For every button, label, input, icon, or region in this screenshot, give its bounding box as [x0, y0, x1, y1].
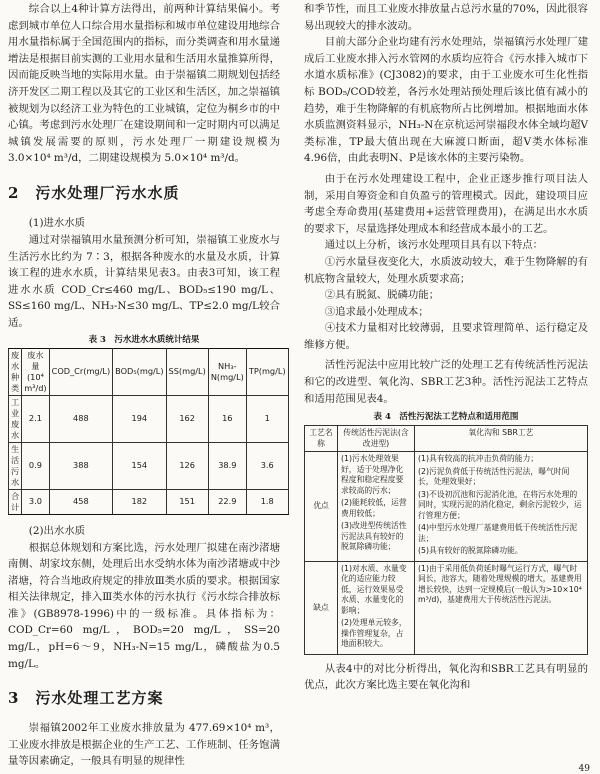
right-column: [304, 0, 588, 694]
subsection-inflow-title: (1)进水水质: [28, 216, 86, 229]
feature-item: ④技术力量相对比较薄弱，且要求管理简单、运行稳定及维修方便。: [304, 322, 588, 351]
table-cell: [415, 452, 588, 562]
list-item: (1)对水质、水量变化的适应能力较低，运行效果易受水质、水量变化的影响；: [341, 563, 407, 615]
table-3-header: NH₃-N(mg/L): [208, 348, 246, 395]
table-cell: 154: [113, 442, 166, 489]
table-cell: 16: [208, 395, 246, 442]
page-number: 49: [578, 764, 590, 774]
list-item: (4)中型污水处理厂基建费用低于传统活性污泥法；: [418, 523, 578, 543]
table-cell: 0.9: [22, 442, 49, 489]
section-2-title: 2 污水处理厂污水水质: [8, 183, 180, 202]
table-cell: 182: [113, 489, 166, 514]
section-3-title: 3 污水处理工艺方案: [8, 689, 164, 708]
table-4-header: 工艺名称: [305, 426, 338, 452]
continued-paragraph: 和季节性，而且工业废水排放量占总污水量的70%，因此很容易出现较大的排水波动。: [304, 3, 588, 32]
table-4-header: 传统活性污泥法(含改进型): [338, 426, 415, 452]
feature-item: ③追求最小处理成本；: [324, 305, 429, 318]
table-cell: 151: [166, 489, 208, 514]
advantages-label: 优点: [305, 452, 338, 562]
list-item: (1)污水处理效果好，适于处理净化程度和稳定程度要求较高的污水；: [341, 454, 404, 495]
table-cell: 合计: [9, 489, 22, 514]
table-row: [9, 395, 289, 442]
list-item: (3)改进型传统活性污泥法具有较好的脱氮除磷功能；: [341, 521, 407, 552]
investment-paragraph: 由于在污水处理建设工程中，企业正逐步推行项目法人制，采用自筹资金和自负盈亏的管理模式。因此，建设项目应考虑全寿命费用(基建费用+运营管理费用)，在满足出水水质的要求下，尽量选择处理成本和经营成本最小的工艺。: [304, 172, 588, 235]
process-paragraph: 崇福镇2002年工业废水排放量为 477.69×10⁴ m³，工业废水排放是根据企业的生产工艺、工作班制、任务饱满量等因素确定，一般具有明显的规律性: [8, 722, 280, 768]
table-3-header: TP(mg/L): [246, 348, 288, 395]
list-item: (2)污泥负荷低于传统活性污泥法，曝气时间长，处理效果好；: [418, 466, 570, 487]
table-3-header: 废水量(10⁴ m³/d): [22, 348, 49, 395]
pretreatment-paragraph: 目前大部分企业均建有污水处理站，崇福镇污水处理厂建成后工业废水排入污水管网的水质均应符合《污水排入城市下水道水质标准》(CJ3082)的要求，由于工业废水可生化性指标 BOD₅/COD较差，各污水处理站预处理后该比值有减小的趋势，难于生物降解的有机底物所占比例增加。根据地面水体水质监测资料显示，NH₃-N在京杭运河崇福段水体全域均超Ⅴ类标准，TP最大值出现在大麻渡口断面，超Ⅴ类水体标准 4.96倍，由此表明N、P是该水体的主要污染物。: [304, 36, 588, 165]
table-cell: 22.9: [208, 489, 246, 514]
table-row: [305, 452, 588, 562]
list-item: (1)具有较高的抗冲击负荷的能力；: [418, 454, 539, 464]
table-3: [8, 348, 289, 515]
table-cell: 3.0: [22, 489, 49, 514]
table-cell: 126: [166, 442, 208, 489]
table-cell: 工业废水: [9, 395, 22, 442]
table-cell: [338, 561, 415, 654]
subsection-outflow-title: (2)出水水质: [28, 524, 86, 537]
table-cell: 162: [166, 395, 208, 442]
feature-item: ①污水量昼夜变化大，水质波动较大，难于生物降解的有机底物含量较大，处理水质要求高；: [304, 255, 588, 285]
table-cell: 194: [113, 395, 166, 442]
table-4-header: 氧化沟和 SBR工艺: [415, 426, 588, 452]
list-item: (5)具有较好的脱氮除磷功能。: [418, 546, 523, 556]
table-row: [9, 489, 289, 514]
table-cell: 388: [49, 442, 113, 489]
intro-paragraph: 综合以上4种计算方法得出，前两种计算结果偏小。考虑到城市单位人口综合用水量指标和城市单位建设用地综合用水量指标属于全国范围内的指标，而分类调查和用水量递增法是根据目前实测的工业用水量和生活用水量推算所得，因而能反映当地的实际用水量。由于崇福镇二期规划包括经济开发区二期工程以及其它的工业区和生活区，加之崇福镇被规划为以经济工业为特色的工业城镇，定位为桐乡市的中心镇。考虑到污水处理厂在建设期间和一定时期内可以满足城镇发展需要的原则，污水处理厂一期建设规模为 3.0×10⁴ m³/d，二期建设规模为 5.0×10⁴ m³/d。: [8, 3, 280, 165]
table-4: [304, 425, 588, 655]
table-cell: 3.6: [246, 442, 288, 489]
table-cell: 1: [246, 395, 288, 442]
table-cell: [415, 561, 588, 654]
table-3-header: BOD₅(mg/L): [113, 348, 166, 395]
table-row: [305, 561, 588, 654]
table-cell: 488: [49, 395, 113, 442]
list-item: (1)由于采用低负荷延时曝气运行方式，曝气时间长，池容大，随着处理规模的增大，基建费用增长较快，达到一定规模后(一般认为>10×10⁴ m³/d)，基建费用大于传统活性污泥法。: [418, 563, 582, 605]
disadvantages-label: 缺点: [305, 561, 338, 654]
table-cell: 38.9: [208, 442, 246, 489]
table-cell: 458: [49, 489, 113, 514]
activated-sludge-paragraph: 活性污泥法中应用比较广泛的处理工艺有传统活性污泥法和它的改进型、氧化沟、SBR工艺3种。活性污泥法工艺特点和适用范围见表4。: [304, 359, 588, 405]
table-cell: [338, 452, 415, 562]
list-item: (2)处理单元较多，操作管理复杂，占地面积较大。: [341, 618, 407, 649]
list-item: (2)能耗较低，运营费用较低；: [341, 498, 407, 518]
features-intro: 通过以上分析，该污水处理项目具有以下特点：: [324, 239, 543, 252]
table-row: [9, 442, 289, 489]
comparison-paragraph: 从表4中的对比分析得出，氧化沟和SBR工艺具有明显的优点，此次方案比选主要在氧化沟和: [304, 662, 588, 692]
table-cell: 2.1: [22, 395, 49, 442]
left-column: [8, 0, 286, 770]
outflow-paragraph: 根据总体规划和方案比选，污水处理厂拟建在南沙渚塘南侧、胡家坟东侧，处理后出水受纳水体为南沙渚塘或中沙渚塘，符合当地政府规定的排放Ⅲ类水质的要求。根据国家相关法律规定，排入Ⅲ类水体的污水执行《污水综合排放标准》(GB8978-1996)中的一级标准。具体指标为：COD_Cr=60 mg/L，BOD₅=20 mg/L，SS=20 mg/L，pH=6～9，NH₃-N=15 mg/L，磷酸盐为0.5 mg/L。: [8, 541, 280, 670]
feature-item: ②具有脱氮、脱磷功能；: [324, 289, 440, 302]
list-item: (3)不设初沉池和污泥消化池，在将污水处理的同时，实现污泥的消化稳定，剩余污泥较少，运行管理方便；: [418, 489, 582, 520]
table-3-header: COD_Cr(mg/L): [49, 348, 113, 395]
table-cell: 1.8: [246, 489, 288, 514]
table-3-caption: 表 3 污水进水水质统计结果: [88, 334, 200, 345]
table-3-header: SS(mg/L): [166, 348, 208, 395]
inflow-paragraph: 通过对崇福镇用水量预测分析可知，崇福镇工业废水与生活污水比约为 7∶3，根据各种废水的水量及水质，计算该工程的进水水质，计算结果见表3。由表3可知，该工程进水水质 COD_Cr≤460 mg/L、BOD₅≤190 mg/L、SS≤160 mg/L、NH₃-N≤30 mg/L、TP≤2.0 mg/L较合适。: [8, 233, 280, 329]
table-4-caption: 表 4 活性污泥法工艺特点和适用范围: [373, 412, 519, 423]
table-cell: 生活污水: [9, 442, 22, 489]
table-3-header: 废水种类: [9, 348, 22, 395]
